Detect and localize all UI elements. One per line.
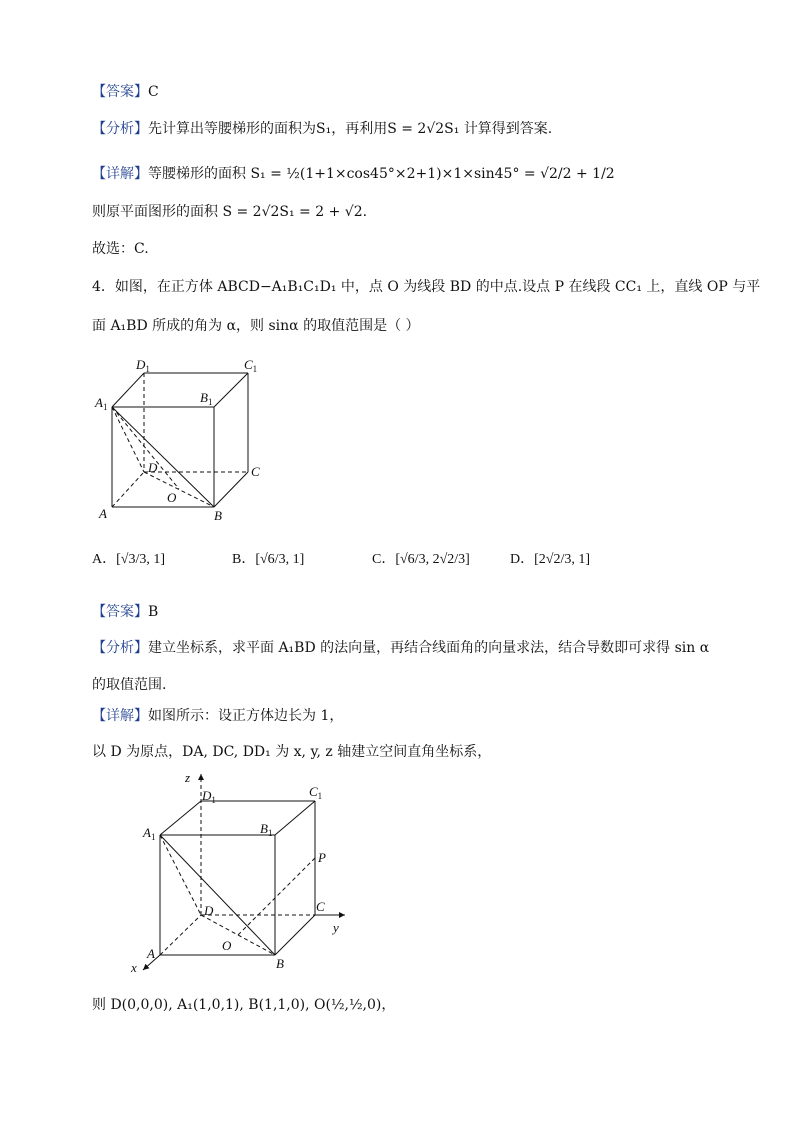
detail-line-1 <box>92 164 615 184</box>
cube-figure-2 <box>125 768 355 978</box>
coords-line: 则 D(0,0,0), A₁(1,0,1), B(1,1,0), O(½,½,0)， <box>92 997 396 1013</box>
choose-line: 故选：C. <box>92 241 149 257</box>
analysis-tag: 【分析】 <box>92 121 148 137</box>
question-4-line-2: 面 A₁BD 所成的角为 α，则 sinα 的取值范围是（ ） <box>92 318 420 334</box>
question-4-line-1: 4．如图，在正方体 ABCD−A₁B₁C₁D₁ 中，点 O 为线段 BD 的中点.设点 P 在线段 CC₁ 上，直线 OP 与平 <box>92 279 761 295</box>
axis-y: y <box>333 920 339 935</box>
label-B1: $B_1$ <box>200 390 213 407</box>
label2-C1: $C_1$ <box>309 784 323 801</box>
option-B: B．[√6/3, 1] <box>232 552 305 567</box>
analysis-text: 先计算出等腰梯形的面积为S₁，再利用S = 2√2S₁ 计算得到答案. <box>148 121 553 137</box>
option-C: C．[√6/3, 2√2/3] <box>372 552 470 567</box>
analysis-text-2: 建立坐标系，求平面 A₁BD 的法向量，再结合线面角的向量求法，结合导数即可求得 sin α <box>148 640 710 656</box>
detail-line-2: 则原平面图形的面积 S = 2√2S₁ = 2 + √2. <box>92 204 368 220</box>
analysis-line-1 <box>92 119 552 139</box>
answer-line-2 <box>92 602 158 622</box>
axis-x: x <box>131 960 137 975</box>
label-C1: $C_1$ <box>244 357 258 374</box>
label2-B: B <box>276 956 284 971</box>
label2-B1: $B_1$ <box>260 821 273 838</box>
label2-A1: $A_1$ <box>143 825 156 842</box>
label2-P: P <box>318 850 326 865</box>
label-C: C <box>251 464 260 479</box>
label2-D: D <box>204 903 214 918</box>
detail-line-4: 以 D 为原点，DA, DC, DD₁ 为 x, y, z 轴建立空间直角坐标系， <box>92 744 492 760</box>
answer-tag: 【答案】 <box>92 84 148 100</box>
detail-line-3 <box>92 706 343 726</box>
label2-D1: $D_1$ <box>202 788 216 805</box>
option-A: A．[√3/3, 1] <box>92 552 166 567</box>
label2-A: A <box>147 946 155 961</box>
detail-tag-2: 【详解】 <box>92 708 148 724</box>
option-D: D．[2√2/3, 1] <box>510 552 591 567</box>
label-O: O <box>167 490 177 505</box>
label2-C: C <box>316 899 325 914</box>
label-A: A <box>99 506 107 521</box>
label2-O: O <box>222 938 232 953</box>
answer-line-1 <box>92 82 159 102</box>
analysis-tag-2: 【分析】 <box>92 640 148 656</box>
detail-text: 等腰梯形的面积 S₁ = ½(1+1×cos45°×2+1)×1×sin45° = √2/2 + 1/2 <box>148 166 615 182</box>
answer-value: C <box>148 84 159 100</box>
answer-tag-2: 【答案】 <box>92 604 148 620</box>
axis-z: z <box>185 770 191 785</box>
analysis-line-2b: 的取值范围. <box>92 677 167 693</box>
label-D1: $D_1$ <box>136 357 150 374</box>
label-A1: $A_1$ <box>95 395 108 412</box>
detail-text-2: 如图所示：设正方体边长为 1， <box>148 708 344 724</box>
label-D: D <box>148 460 158 475</box>
detail-tag: 【详解】 <box>92 166 148 182</box>
label-B: B <box>214 508 222 523</box>
answer-value-2: B <box>148 604 159 620</box>
analysis-line-2 <box>92 638 709 658</box>
cube-figure-1 <box>94 352 284 527</box>
